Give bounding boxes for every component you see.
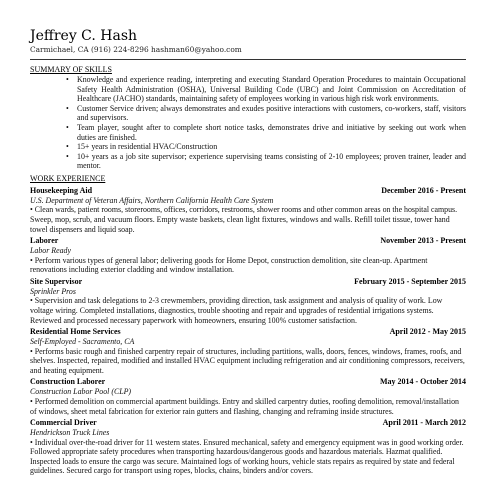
job-description: • Clean wards, patient rooms, storerooms, offices, corridors, restrooms, shower rooms and other common areas on the hospital campus. Sweep, mop, scrub, and vacuum floors. Empty waste baskets, clean light fixtures, windows and walls. Refill toilet tissue, tower hand towel dispensers and liquid soap.	[30, 205, 458, 234]
job-entry-commercial-driver	[30, 418, 466, 476]
skills-list	[30, 75, 466, 171]
job-description: • Performed demolition on commercial apartment buildings. Entry and skilled carpentry duties, roofing demolition, removal/installation of windows, sheet metal fabrication for exterior rain gutters and flashing, changing and reframing inside structures.	[30, 396, 459, 416]
job-dates: November 2013 - Present	[380, 236, 466, 246]
bullet-icon: •	[66, 75, 69, 84]
experience-section-title: WORK EXPERIENCE	[30, 173, 106, 183]
job-header	[30, 418, 466, 428]
candidate-name: Jeffrey C. Hash	[30, 28, 138, 44]
job-entry-residential-home-services	[30, 327, 466, 375]
job-header	[30, 277, 466, 287]
job-title: Laborer	[30, 236, 59, 246]
bullet-icon: •	[66, 151, 69, 161]
job-description: • Supervision and task delegations to 2-3 crewmembers, providing direction, task assignment and analysis of quality of work. Low voltage wiring. Completed installations, diagnostics, trouble shooting and repair and upgrades of residential irrigations systems. Reviewed and processed necessary paperwork with homeowners, ensuring 100% customer satisfaction.	[30, 296, 443, 325]
skill-item	[30, 104, 466, 123]
job-description: • Perform various types of general labor; delivering goods for Home Depot, construction demolition, site clean-up. Apartment renovations including exterior cladding and window installation.	[30, 255, 428, 275]
skill-text: Knowledge and experience reading, interpreting and executing Standard Operation Procedures to maintain Occupational Safety Health Administration (OSHA), Universal Building Code (UBC) and Joint Commission on Accreditation of Healthcare (JACHO) standards, maintaining safety of employees working in various high risk work environments.	[77, 75, 466, 104]
job-dates: May 2014 - October 2014	[379, 377, 466, 387]
job-entry-construction-laborer	[30, 377, 466, 416]
summary-section-title: SUMMARY OF SKILLS	[30, 65, 112, 74]
bullet-icon: •	[66, 122, 69, 132]
job-dates: April 2011 - March 2012	[382, 418, 466, 428]
job-title: Construction Laborer	[30, 377, 106, 387]
job-employer: Hendrickson Truck Lines	[30, 428, 110, 438]
job-employer: Sprinkler Pros	[30, 286, 76, 296]
resume-page	[30, 28, 466, 476]
bullet-icon: •	[66, 103, 69, 113]
header-divider	[30, 59, 466, 60]
job-header	[30, 186, 466, 196]
job-description: • Individual over-the-road driver for 11 western states. Ensured mechanical, safety and emergency equipment was in good working order. Followed appropriate safety procedures when transporting hazardous/dangerous goods and hazardous materials. Hazmat qualified. Inspected loads to ensure the cargo was secure. Maintained logs of working hours, vehicle stats repairs as required by state and federal guidelines. Secured cargo for transport using ropes, blocks, chains, binders and/or covers.	[30, 437, 464, 476]
job-title: Commercial Driver	[30, 418, 97, 428]
skill-item	[30, 142, 466, 152]
job-entry-laborer	[30, 236, 466, 275]
job-title: Site Supervisor	[30, 276, 83, 286]
skill-text: Customer Service driven; always demonstrates and exudes positive interactions with customers, co-workers, staff, visitors and supervisors.	[77, 103, 466, 123]
job-description: • Performs basic rough and finished carpentry repair of structures, including partitions, walls, doors, fences, windows, frames, roofs, and shelves. Inspected, repaired, modified and installed HVAC equipment including refrigeration and air conditioning compressors, receivers, and heating equipment.	[30, 346, 465, 375]
job-title: Residential Home Services	[30, 327, 121, 337]
contact-line: Carmichael, CA (916) 224-8296 hashman60@yahoo.com	[30, 45, 242, 54]
job-employer: U.S. Department of Veteran Affairs, Northern California Health Care System	[30, 195, 274, 205]
job-header	[30, 236, 466, 246]
job-entry-site-supervisor	[30, 277, 466, 325]
bullet-icon: •	[66, 142, 69, 152]
job-header	[30, 327, 466, 337]
job-employer: Self-Employed - Sacramento, CA	[30, 337, 135, 347]
job-employer: Labor Ready	[30, 246, 71, 256]
job-header	[30, 377, 466, 387]
job-dates: February 2015 - September 2015	[354, 276, 466, 286]
skill-text: Team player, sought after to complete short notice tasks, demonstrates drive and initiative by seeking out work when duties are finished.	[77, 122, 466, 142]
skill-item	[30, 123, 466, 142]
job-dates: December 2016 - Present	[381, 185, 466, 195]
job-dates: April 2012 - May 2015	[389, 327, 466, 337]
skill-item	[30, 152, 466, 171]
skill-item	[30, 75, 466, 104]
skill-text: 15+ years in residential HVAC/Construction	[77, 142, 218, 152]
job-title: Housekeeping Aid	[30, 185, 93, 195]
job-entry-housekeeping-aid	[30, 186, 466, 234]
job-employer: Construction Labor Pool (CLP)	[30, 387, 132, 397]
skill-text: 10+ years as a job site supervisor; experience supervising teams consisting of 2-10 employees; proven trainer, leader and mentor.	[77, 151, 466, 171]
